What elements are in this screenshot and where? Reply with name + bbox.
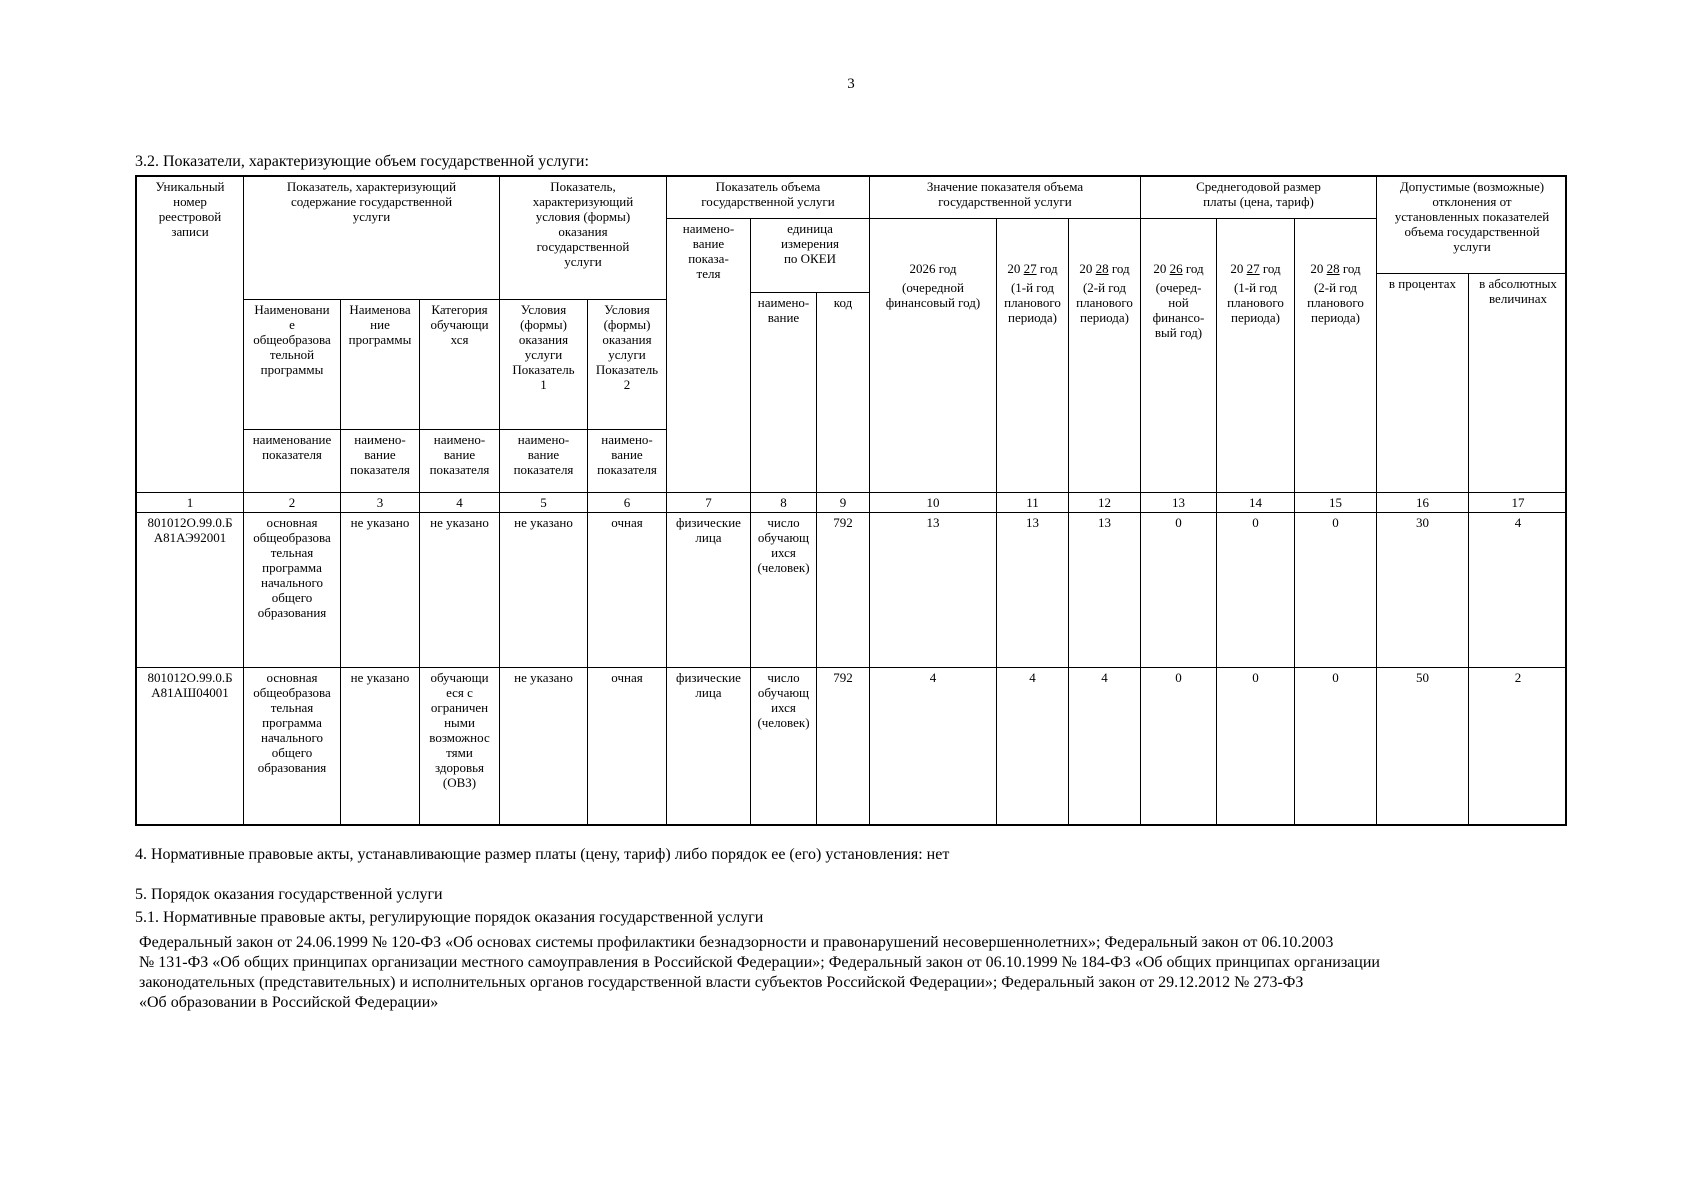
row-2-value-2027: 4 xyxy=(997,668,1069,826)
header-content-indicator: Показатель, характеризующий содержание государственной услуги xyxy=(244,177,500,300)
row-1-category: не указано xyxy=(420,513,500,668)
row-2-fee-2026: 0 xyxy=(1141,668,1217,826)
col-number: 14 xyxy=(1217,493,1295,513)
header-condition-1: Условия (формы) оказания услуги Показатель 1 xyxy=(500,300,588,430)
col-number: 11 xyxy=(997,493,1069,513)
header-volume-value: Значение показателя объема государственной услуги xyxy=(870,177,1141,219)
col-number: 17 xyxy=(1469,493,1567,513)
row-2-program-name: не указано xyxy=(341,668,420,826)
row-1-fee-2026: 0 xyxy=(1141,513,1217,668)
header-unit-code: код xyxy=(817,293,870,493)
fee-2026-sub: (очеред- ной финансо- вый год) xyxy=(1152,280,1205,340)
row-1-fee-2027: 0 xyxy=(1217,513,1295,668)
header-unit-name: наимено- вание xyxy=(751,293,817,493)
page-number: 3 xyxy=(847,76,855,92)
header-unique-number: Уникальный номер реестровой записи xyxy=(137,177,244,493)
header-year-2028 xyxy=(1069,219,1141,493)
row-2-fee-2028: 0 xyxy=(1295,668,1377,826)
row-2-category: обучающи еся с ограничен ными возможнос тями здоровья (ОВЗ) xyxy=(420,668,500,826)
row-2-value-2026: 4 xyxy=(870,668,997,826)
row-1-deviation-percent: 30 xyxy=(1377,513,1469,668)
row-2-indicator: физические лица xyxy=(667,668,751,826)
header-year-2026 xyxy=(870,219,997,493)
col-number: 6 xyxy=(588,493,667,513)
section-title: 3.2. Показатели, характеризующие объем государственной услуги: xyxy=(135,153,589,170)
col-number: 12 xyxy=(1069,493,1141,513)
row-1-program-name: не указано xyxy=(341,513,420,668)
row-2-condition-2: очная xyxy=(588,668,667,826)
header-program-name: Наименовани е общеобразова тельной программы xyxy=(244,300,341,430)
col-number: 4 xyxy=(420,493,500,513)
year-2027-sub: (1-й год планового периода) xyxy=(1004,280,1061,325)
row-1-deviation-absolute: 4 xyxy=(1469,513,1567,668)
fee-2027-sub: (1-й год планового периода) xyxy=(1227,280,1284,325)
col-number: 5 xyxy=(500,493,588,513)
header-fee-2026 xyxy=(1141,219,1217,493)
header-dev-percent: в процентах xyxy=(1377,274,1469,493)
row-2-unit: число обучающ ихся (человек) xyxy=(751,668,817,826)
header-indicator-name-1: наименование показателя xyxy=(244,430,341,493)
row-2-deviation-percent: 50 xyxy=(1377,668,1469,826)
row-1-value-2028: 13 xyxy=(1069,513,1141,668)
header-conditions-indicator: Показатель, характеризующий условия (формы) оказания государственной услуги xyxy=(500,177,667,300)
laws-list: Федеральный закон от 24.06.1999 № 120-ФЗ «Об основах системы профилактики безнадзорности и правонарушений несовершеннолетних»; Федеральный закон от 06.10.2003 № 131-ФЗ «Об общих принципах организации местного самоуправления в Российской Федерации»; Федеральный закон от 06.10.1999 № 184-ФЗ «Об общих принципах организации законодательных (представительных) и исполнительных органов государственной власти субъектов Российской Федерации»; Федеральный закон от 29.12.2012 № 273-ФЗ «Об образовании в Российской Федерации» xyxy=(139,934,1380,1011)
row-1-code: 792 xyxy=(817,513,870,668)
header-indicator-name-4: наимено- вание показателя xyxy=(500,430,588,493)
row-1-fee-2028: 0 xyxy=(1295,513,1377,668)
col-number: 13 xyxy=(1141,493,1217,513)
row-1-registry-id: 801012О.99.0.Б А81АЭ92001 xyxy=(137,513,244,668)
header-condition-2: Условия (формы) оказания услуги Показатель 2 xyxy=(588,300,667,430)
header-volume-indicator: Показатель объема государственной услуги xyxy=(667,177,870,219)
fee-2026-label: 20 26 год xyxy=(1153,261,1204,276)
col-number: 8 xyxy=(751,493,817,513)
paragraph-5-1: 5.1. Нормативные правовые акты, регулирующие порядок оказания государственной услуги xyxy=(135,909,764,926)
row-2-condition-1: не указано xyxy=(500,668,588,826)
header-fee-2028 xyxy=(1295,219,1377,493)
col-number: 15 xyxy=(1295,493,1377,513)
fee-2028-sub: (2-й год планового периода) xyxy=(1307,280,1364,325)
header-indicator-name-3: наимено- вание показателя xyxy=(420,430,500,493)
col-number: 1 xyxy=(137,493,244,513)
fee-2028-label: 20 28 год xyxy=(1310,261,1361,276)
header-program: Наименова ние программы xyxy=(341,300,420,430)
col-number: 10 xyxy=(870,493,997,513)
row-1-condition-1: не указано xyxy=(500,513,588,668)
row-1-value-2027: 13 xyxy=(997,513,1069,668)
row-2-value-2028: 4 xyxy=(1069,668,1141,826)
header-volume-name: наимено- вание показа- теля xyxy=(667,219,751,493)
header-dev-absolute: в абсолютных величинах xyxy=(1469,274,1567,493)
row-2-code: 792 xyxy=(817,668,870,826)
row-2-registry-id: 801012О.99.0.Б А81АШ04001 xyxy=(137,668,244,826)
paragraph-4: 4. Нормативные правовые акты, устанавливающие размер платы (цену, тариф) либо порядок ее (его) установления: нет xyxy=(135,846,950,863)
header-indicator-name-5: наимено- вание показателя xyxy=(588,430,667,493)
row-2-fee-2027: 0 xyxy=(1217,668,1295,826)
row-2-program: основная общеобразова тельная программа начального общего образования xyxy=(244,668,341,826)
col-number: 2 xyxy=(244,493,341,513)
header-volume-unit: единица измерения по ОКЕИ xyxy=(751,219,870,293)
row-1-unit: число обучающ ихся (человек) xyxy=(751,513,817,668)
year-2026-sub: (очередной финансовый год) xyxy=(885,280,981,310)
year-2028-label: 20 28 год xyxy=(1079,261,1130,276)
paragraph-5: 5. Порядок оказания государственной услуги xyxy=(135,886,443,903)
year-2027-label: 20 27 год xyxy=(1007,261,1058,276)
row-2-deviation-absolute: 2 xyxy=(1514,670,1522,685)
row-1-indicator: физические лица xyxy=(667,513,751,668)
fee-2027-label: 20 27 год xyxy=(1230,261,1281,276)
header-indicator-name-2: наимено- вание показателя xyxy=(341,430,420,493)
row-1-value-2026: 13 xyxy=(870,513,997,668)
col-number: 16 xyxy=(1377,493,1469,513)
col-number: 9 xyxy=(817,493,870,513)
header-deviation: Допустимые (возможные) отклонения от установленных показателей объема государственной услуги xyxy=(1377,177,1567,274)
header-fee-2027 xyxy=(1217,219,1295,493)
col-number: 7 xyxy=(667,493,751,513)
row-1-program: основная общеобразова тельная программа начального общего образования xyxy=(244,513,341,668)
volume-indicators-table xyxy=(135,175,1567,826)
col-number: 3 xyxy=(341,493,420,513)
year-2028-sub: (2-й год планового периода) xyxy=(1076,280,1133,325)
header-year-2027 xyxy=(997,219,1069,493)
row-1-condition-2: очная xyxy=(588,513,667,668)
header-category: Категория обучающи хся xyxy=(420,300,500,430)
year-2026-label: 2026 год xyxy=(909,261,957,276)
header-fee: Среднегодовой размер платы (цена, тариф) xyxy=(1141,177,1377,219)
